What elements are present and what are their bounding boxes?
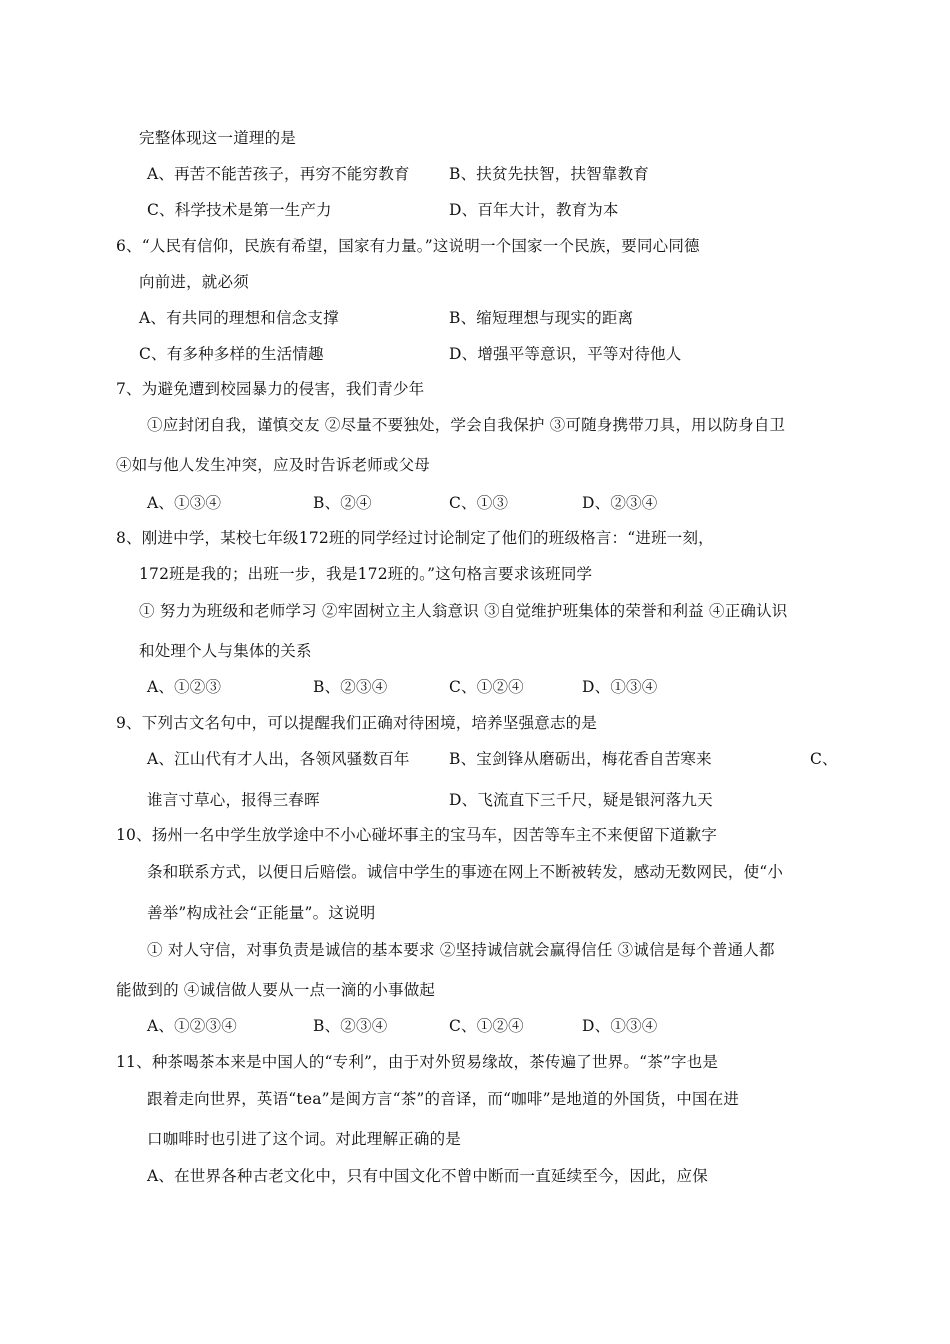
question-7-items-line-2: ④如与他人发生冲突，应及时告诉老师或父母: [116, 456, 431, 474]
question-5-continuation: 完整体现这一道理的是: [139, 129, 297, 147]
question-6-stem-line-2: 向前进，就必须: [139, 273, 249, 291]
question-10-option-d: D、①③④: [582, 1017, 658, 1035]
question-8-stem-line-1: 8、刚进中学，某校七年级172班的同学经过讨论制定了他们的班级格言：“进班一刻，: [116, 529, 714, 547]
question-6-option-d: D、增强平等意识，平等对待他人: [449, 345, 682, 363]
question-5-option-b: B、扶贫先扶智，扶智靠教育: [449, 165, 649, 183]
question-10-items-line-1: ① 对人守信，对事负责是诚信的基本要求 ②坚持诚信就会赢得信任 ③诚信是每个普通人都: [147, 941, 775, 959]
question-6-option-a: A、有共同的理想和信念支撑: [139, 309, 339, 327]
question-10-items-line-2: 能做到的 ④诚信做人要从一点一滴的小事做起: [116, 981, 436, 999]
question-8-option-c: C、①②④: [449, 678, 524, 696]
question-7-option-c: C、①③: [449, 494, 509, 512]
question-10-stem-line-2: 条和联系方式，以便日后赔偿。诚信中学生的事迹在网上不断被转发，感动无数网民，使“小: [147, 863, 784, 881]
question-7-items-line-1: ①应封闭自我，谨慎交友 ②尽量不要独处，学会自我保护 ③可随身携带刀具，用以防身自卫: [147, 416, 786, 434]
question-6-option-b: B、缩短理想与现实的距离: [449, 309, 634, 327]
question-7-option-a: A、①③④: [147, 494, 222, 512]
question-10-option-a: A、①②③④: [147, 1017, 237, 1035]
question-9-option-c-letter: C、: [810, 750, 838, 768]
question-6-stem-line-1: 6、“人民有信仰，民族有希望，国家有力量。”这说明一个国家一个民族，要同心同德: [116, 237, 700, 255]
question-10-option-c: C、①②④: [449, 1017, 524, 1035]
question-10-stem-line-1: 10、扬州一名中学生放学途中不小心碰坏事主的宝马车，因苦等车主不来便留下道歉字: [116, 826, 718, 844]
question-7-option-d: D、②③④: [582, 494, 658, 512]
question-7-stem: 7、为避免遭到校园暴力的侵害，我们青少年: [116, 380, 425, 398]
question-10-option-b: B、②③④: [313, 1017, 388, 1035]
question-9-option-b: B、宝剑锋从磨砺出，梅花香自苦寒来: [449, 750, 712, 768]
question-8-option-d: D、①③④: [582, 678, 658, 696]
question-8-stem-line-2: 172班是我的；出班一步，我是172班的。”这句格言要求该班同学: [139, 565, 593, 583]
question-11-stem-line-1: 11、种茶喝茶本来是中国人的“专利”，由于对外贸易缘故，茶传遍了世界。“茶”字也是: [116, 1053, 719, 1071]
question-5-option-a: A、再苦不能苦孩子，再穷不能穷教育: [147, 165, 410, 183]
question-8-option-b: B、②③④: [313, 678, 388, 696]
question-8-items-line-2: 和处理个人与集体的关系: [139, 642, 312, 660]
question-7-option-b: B、②④: [313, 494, 372, 512]
question-9-option-a: A、江山代有才人出，各领风骚数百年: [147, 750, 410, 768]
question-11-option-a: A、在世界各种古老文化中，只有中国文化不曾中断而一直延续至今，因此，应保: [147, 1167, 708, 1185]
question-8-items-line-1: ① 努力为班级和老师学习 ②牢固树立主人翁意识 ③自觉维护班集体的荣誉和利益 ④正确认识: [139, 602, 788, 620]
question-9-option-c-text: 谁言寸草心，报得三春晖: [147, 791, 320, 809]
question-11-stem-line-2: 跟着走向世界，英语“tea”是闽方言“茶”的音译，而“咖啡”是地道的外国货，中国在进: [147, 1090, 740, 1108]
question-6-option-c: C、有多种多样的生活情趣: [139, 345, 324, 363]
question-8-option-a: A、①②③: [147, 678, 222, 696]
question-11-stem-line-3: 口咖啡时也引进了这个词。对此理解正确的是: [147, 1130, 462, 1148]
question-9-option-d: D、飞流直下三千尺，疑是银河落九天: [449, 791, 713, 809]
question-9-stem: 9、下列古文名句中，可以提醒我们正确对待困境，培养坚强意志的是: [116, 714, 598, 732]
question-10-stem-line-3: 善举”构成社会“正能量”。这说明: [147, 904, 376, 922]
question-5-option-c: C、科学技术是第一生产力: [147, 201, 332, 219]
question-5-option-d: D、百年大计，教育为本: [449, 201, 619, 219]
